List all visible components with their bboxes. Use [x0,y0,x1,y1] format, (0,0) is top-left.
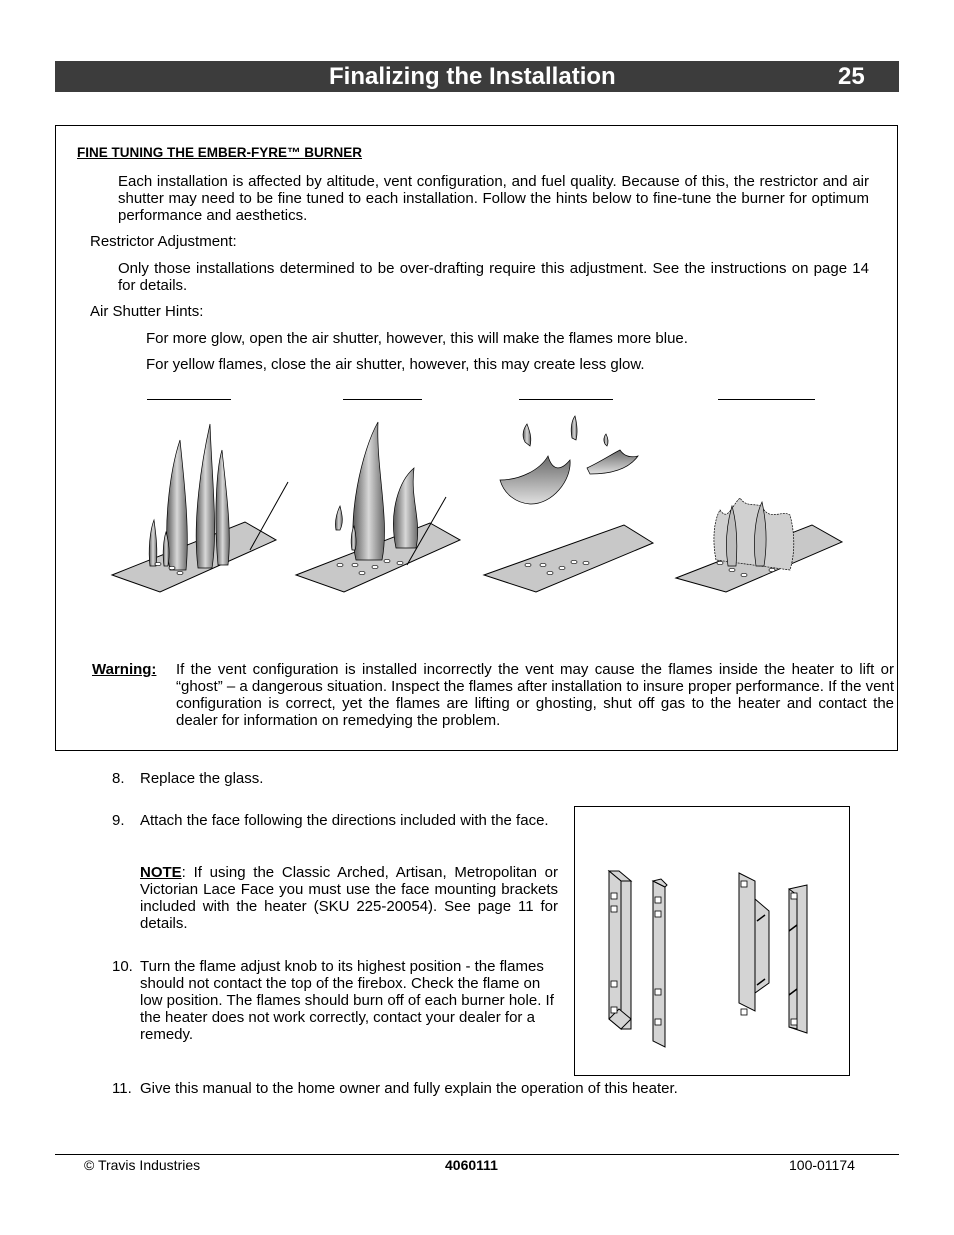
mounting-brackets-illustration [575,807,847,1073]
step-10-number: 10. [112,958,133,975]
note-label: NOTE [140,864,182,881]
footer-doc-number: 4060111 [445,1157,498,1173]
step-8-text: Replace the glass. [140,770,264,787]
page-title: Finalizing the Installation [329,63,616,90]
page-number: 25 [838,63,865,90]
step-9-text: Attach the face following the directions included with the face. [140,812,549,829]
air-shutter-hint-1: For more glow, open the air shutter, however, this will make the flames more blue. [146,330,688,347]
intro-paragraph: Each installation is affected by altitude, vent configuration, and fuel quality. Because of this, the restrictor and air shutter may need to be fine tuned to each installation. Follow the hints below to fine-tune the burner for optimum performance and aesthetics. [118,173,869,224]
footer-part-number: 100-01174 [789,1157,855,1173]
restrictor-paragraph: Only those installations determined to be over-drafting require this adjustment. See the instructions on page 14 for details. [118,260,869,294]
figure-caption-line-2 [343,399,422,400]
figure-caption-line-4 [718,399,815,400]
air-shutter-hint-2: For yellow flames, close the air shutter, however, this may create less glow. [146,356,645,373]
step-9-number: 9. [112,812,125,829]
burner-medium-flames [296,422,460,592]
step-8-number: 8. [112,770,125,787]
burner-tall-flames [112,424,288,592]
note-text: : If using the Classic Arched, Artisan, Metropolitan or Victorian Lace Face you must use the face mounting brackets included with the heater (SKU 225-20054). See page 11 for details. [140,864,558,932]
flame-illustrations [100,410,890,610]
figure-caption-line-3 [519,399,613,400]
step-9-note [140,864,558,932]
footer-rule [55,1154,899,1155]
footer-copyright: © Travis Industries [84,1157,201,1173]
restrictor-heading: Restrictor Adjustment: [90,233,237,250]
burner-ember-glow [676,498,842,592]
step-11-number: 11. [112,1080,132,1097]
step-10-text: Turn the flame adjust knob to its highest position - the flames should not contact the top of the firebox. Check the flame on low position. The flames should burn off of each burner hole. If the heater does not work correctly, contact your dealer for a remedy. [140,958,554,1043]
step-11-text: Give this manual to the home owner and fully explain the operation of this heater. [140,1080,678,1097]
burner-lifting-flames [484,416,653,592]
air-shutter-heading: Air Shutter Hints: [90,303,204,320]
warning-paragraph: If the vent configuration is installed incorrectly the vent may cause the flames inside the heater to lift or “ghost” – a dangerous situation. Inspect the flames after installation to insure proper performance. If the vent configuration is correct, yet the flames are lifting or ghosting, shut off gas to the heater and contact the dealer for information on remedying the problem. [176,661,894,729]
warning-label: Warning: [92,661,157,678]
section-title: FINE TUNING THE EMBER-FYRE™ BURNER [77,145,363,160]
figure-caption-line-1 [147,399,231,400]
